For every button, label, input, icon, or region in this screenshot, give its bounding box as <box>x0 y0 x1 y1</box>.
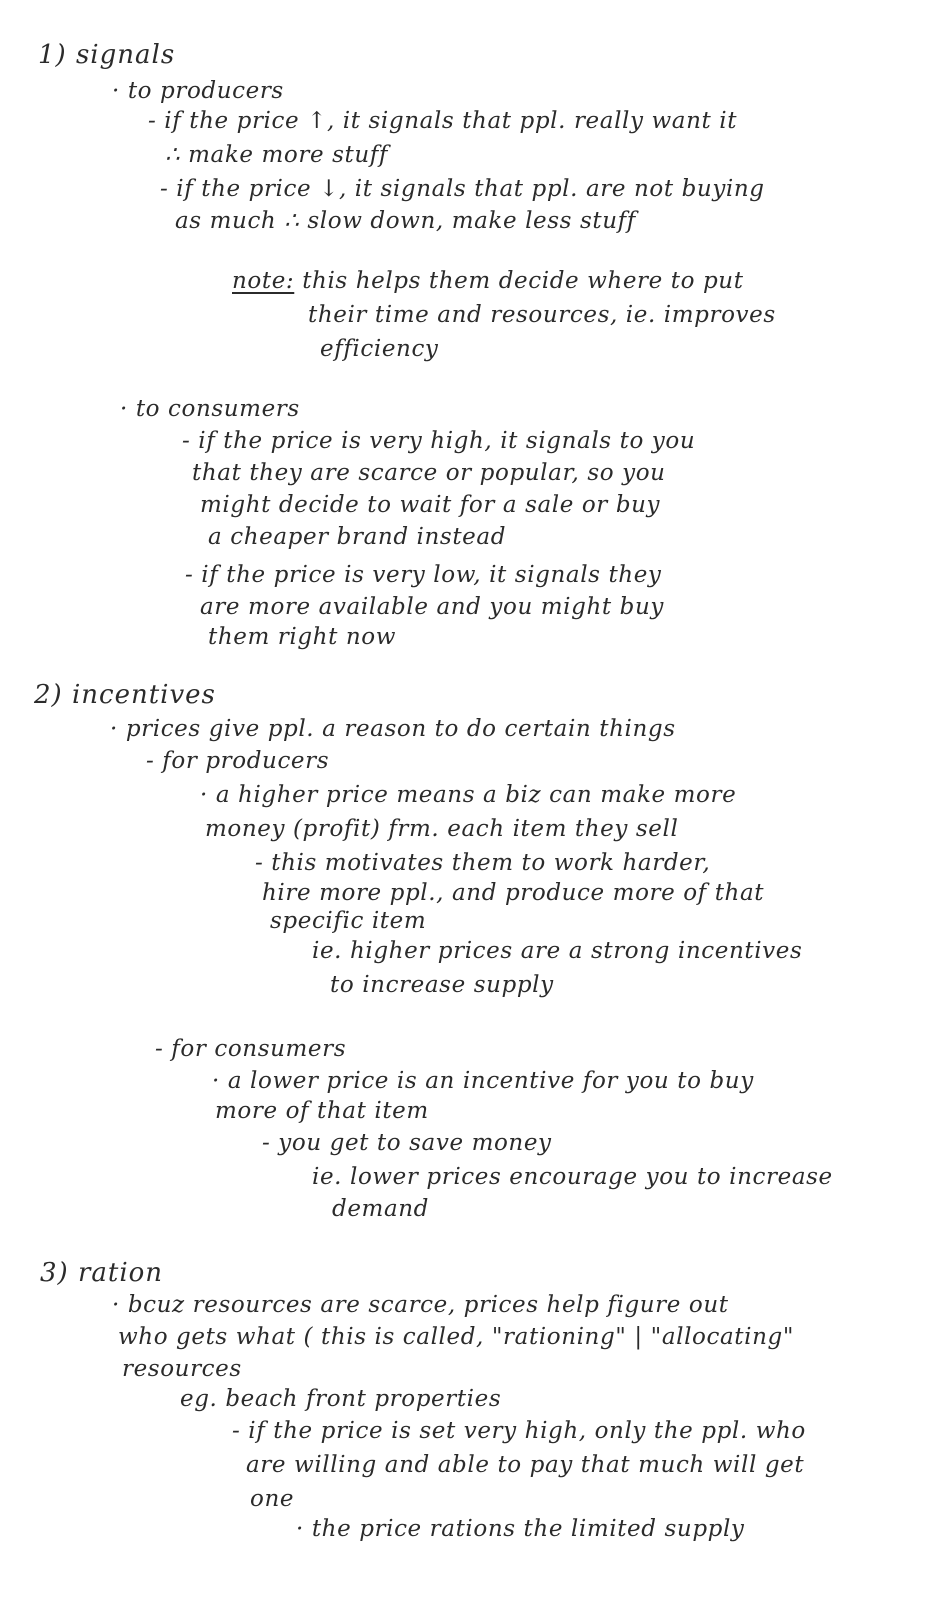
note-line: ie. lower prices encourage you to increase <box>312 1164 833 1190</box>
note-line: them right now <box>208 624 396 650</box>
note-line: their time and resources, ie. improves <box>308 302 776 328</box>
note-line: · bcuz resources are scarce, prices help figure out <box>112 1292 729 1318</box>
note-line: hire more ppl., and produce more of that <box>262 880 765 906</box>
note-line: that they are scarce or popular, so you <box>192 460 666 486</box>
note-block <box>232 266 744 296</box>
note-line: - if the price is very low, it signals they <box>185 562 662 588</box>
section-heading-incentives: 2) incentives <box>34 680 216 710</box>
section-heading-ration: 3) ration <box>40 1258 164 1288</box>
note-line: - if the price is set very high, only the ppl. who <box>232 1418 806 1444</box>
note-line: ie. higher prices are a strong incentives <box>312 938 803 964</box>
bullet-to-producers: · to producers <box>112 78 284 104</box>
bullet-to-consumers: · to consumers <box>120 396 300 422</box>
subheading-for-producers: - for producers <box>146 748 330 774</box>
note-line: · a higher price means a biz can make more <box>200 782 737 808</box>
note-line: money (profit) frm. each item they sell <box>205 816 679 842</box>
note-line: - you get to save money <box>262 1130 552 1156</box>
subheading-for-consumers: - for consumers <box>155 1036 347 1062</box>
note-line: one <box>250 1486 295 1512</box>
note-line: - if the price ↓, it signals that ppl. are not buying <box>160 176 765 202</box>
section-heading-signals: 1) signals <box>38 40 176 70</box>
note-line: - if the price ↑, it signals that ppl. really want it <box>148 108 738 134</box>
note-line: as much ∴ slow down, make less stuff <box>175 208 636 234</box>
note-text: this helps them decide where to put <box>302 268 744 294</box>
note-line: efficiency <box>320 336 439 362</box>
note-line: - if the price is very high, it signals to you <box>182 428 696 454</box>
note-line: ∴ make more stuff <box>165 142 388 168</box>
note-line: might decide to wait for a sale or buy <box>200 492 661 518</box>
example-heading: eg. beach front properties <box>180 1386 502 1412</box>
note-line: - this motivates them to work harder, <box>255 850 711 876</box>
note-line: are willing and able to pay that much will get <box>246 1452 805 1478</box>
note-line: specific item <box>270 908 427 934</box>
note-line: are more available and you might buy <box>200 594 664 620</box>
note-line: who gets what ( this is called, "rationing" | "allocating" <box>118 1324 795 1350</box>
note-line: more of that item <box>215 1098 429 1124</box>
note-line: a cheaper brand instead <box>208 524 507 550</box>
note-line: · a lower price is an incentive for you to buy <box>212 1068 754 1094</box>
note-line: · prices give ppl. a reason to do certain things <box>110 716 676 742</box>
note-line: · the price rations the limited supply <box>296 1516 745 1542</box>
note-label: note: <box>232 268 295 294</box>
note-line: to increase supply <box>330 972 554 998</box>
note-line: resources <box>122 1356 242 1382</box>
note-line: demand <box>332 1196 429 1222</box>
